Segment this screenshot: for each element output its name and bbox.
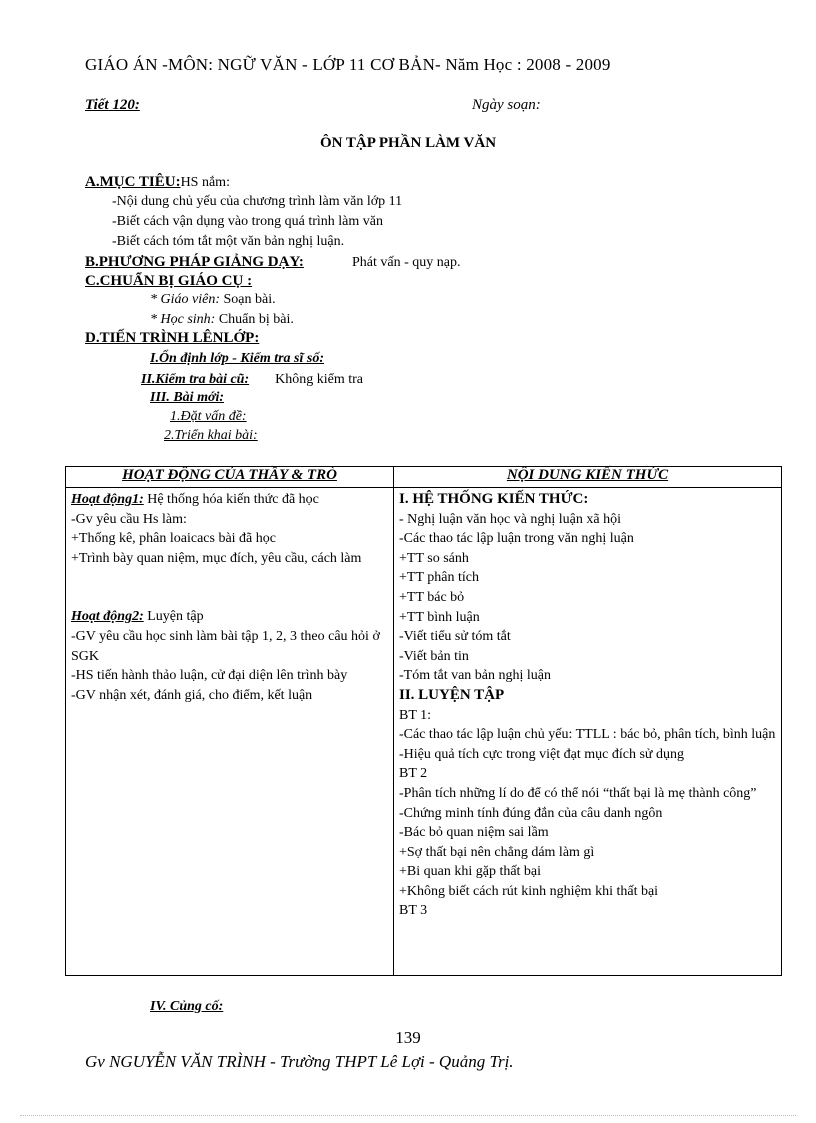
activity2-title: Luyện tập: [143, 609, 204, 625]
content-line: BT 3: [399, 903, 428, 919]
content-line: +Sợ thất bại nên chẳng dám làm gì: [399, 844, 595, 860]
method-heading: B.PHƯƠNG PHÁP GIẢNG DẠY:: [85, 254, 304, 270]
lesson-table: [65, 466, 782, 976]
bottom-divider: [20, 1115, 796, 1116]
activities-cell: [66, 488, 394, 976]
student-value: Chuẩn bị bài.: [218, 312, 294, 327]
process-step3: III. Bài mới:: [150, 390, 225, 405]
teacher-value: Soạn bài.: [223, 292, 276, 307]
lesson-number: Tiết 120:: [85, 97, 140, 113]
content-line: -Các thao tác lập luận chủ yếu: TTLL : bác bỏ, phân tích, bình luận: [399, 727, 776, 743]
lesson-title: ÔN TẬP PHẦN LÀM VĂN: [319, 135, 497, 151]
prep-heading: C.CHUẨN BỊ GIÁO CỤ :: [85, 273, 253, 289]
objectives-intro: HS nắm:: [180, 175, 230, 190]
table-row: [66, 488, 782, 976]
content-line: +TT bình luận: [399, 609, 480, 625]
objective-item: -Nội dung chủ yếu của chương trình làm văn lớp 11: [112, 194, 403, 209]
objective-item: -Biết cách tóm tắt một văn bản nghị luận.: [112, 234, 345, 249]
page-header: GIÁO ÁN -MÔN: NGỮ VĂN - LỚP 11 CƠ BẢN- Năm Học : 2008 - 2009: [85, 55, 611, 74]
date-label: Ngày soạn:: [472, 97, 541, 113]
activity1-label: Hoạt động1:: [71, 492, 144, 507]
process-step1: I.Ổn định lớp - Kiểm tra sĩ số:: [150, 351, 324, 366]
activity-line: -Gv yêu cầu Hs làm:: [71, 511, 187, 527]
activity1-heading: [71, 490, 388, 510]
objective-item: -Biết cách vận dụng vào trong quá trình làm văn: [112, 214, 383, 229]
process-step2: [141, 370, 363, 388]
content-line: -Hiệu quả tích cực trong việt đạt mục đích sử dụng: [399, 746, 684, 762]
content-heading-1: I. HỆ THỐNG KIẾN THỨC:: [399, 491, 589, 507]
activity-line: +Trình bày quan niệm, mục đích, yêu cầu, cách làm: [71, 550, 362, 566]
content-line: BT 2: [399, 766, 428, 782]
content-line: +Không biết cách rút kinh nghiệm khi thất bại: [399, 883, 659, 899]
process-heading: D.TIẾN TRÌNH LÊNLỚP:: [85, 330, 260, 346]
student-label: * Học sinh:: [150, 312, 216, 327]
content-line: -Chứng minh tính đúng đắn của câu danh ngôn: [399, 805, 663, 821]
content-line: BT 1:: [399, 707, 432, 723]
activity2-label: Hoạt động2:: [71, 609, 144, 625]
content-line: -Tóm tắt van bản nghị luận: [399, 668, 552, 684]
content-line: +Bi quan khi gặp thất bại: [399, 864, 542, 880]
activity1-title: Hệ thống hóa kiến thức đã học: [143, 492, 319, 507]
activity-line: -GV yêu cầu học sinh làm bài tập 1, 2, 3 theo câu hỏi ở SGK: [71, 628, 380, 664]
content-line: -Các thao tác lập luận trong văn nghị luận: [399, 531, 634, 547]
activity-line: -GV nhận xét, đánh giá, cho điểm, kết luận: [71, 687, 313, 703]
teacher-label: * Giáo viên:: [150, 292, 220, 307]
prep-teacher: [150, 292, 276, 308]
activity-line: -HS tiến hành thảo luận, cử đại diện lên trình bày: [71, 668, 348, 684]
content-line: +TT phân tích: [399, 570, 479, 586]
content-line: - Nghị luận văn học và nghị luận xã hội: [399, 511, 622, 527]
page-footer: Gv NGUYỄN VĂN TRÌNH - Trường THPT Lê Lợi - Quảng Trị.: [85, 1052, 514, 1071]
page-number: 139: [395, 1028, 421, 1047]
objectives-heading: A.MỤC TIÊU:: [85, 174, 181, 190]
content-line: -Viết tiểu sử tóm tắt: [399, 629, 511, 645]
col2-header: NỘI DUNG KIẾN THỨC: [394, 467, 782, 488]
content-line: +TT bác bỏ: [399, 589, 465, 605]
activity2-heading: [71, 607, 388, 627]
prep-student: [150, 312, 294, 328]
process-step3-2: 2.Triển khai bài:: [164, 428, 258, 443]
content-line: -Phân tích những lí do để có thể nói “thất bại là mẹ thành công”: [399, 785, 757, 801]
activity-line: +Thống kê, phân loaicacs bài đã học: [71, 531, 276, 547]
consolidation-heading: IV. Củng cố:: [150, 999, 224, 1014]
content-line: -Bác bỏ quan niệm sai lầm: [399, 825, 549, 841]
table-header-row: [66, 467, 782, 488]
content-cell: [394, 488, 782, 976]
objectives-heading-line: [85, 173, 230, 191]
content-heading-2: II. LUYỆN TẬP: [399, 686, 505, 703]
step2-value: Không kiểm tra: [275, 372, 363, 387]
col1-header: HOẠT ĐỘNG CỦA THẦY & TRÒ: [66, 467, 394, 488]
step2-label: II.Kiểm tra bài cũ:: [141, 372, 250, 387]
method-value: Phát vấn - quy nạp.: [352, 255, 461, 270]
process-step3-1: 1.Đặt vấn đề:: [170, 409, 247, 424]
content-line: -Viết bản tin: [399, 648, 469, 664]
content-line: +TT so sánh: [399, 550, 469, 566]
